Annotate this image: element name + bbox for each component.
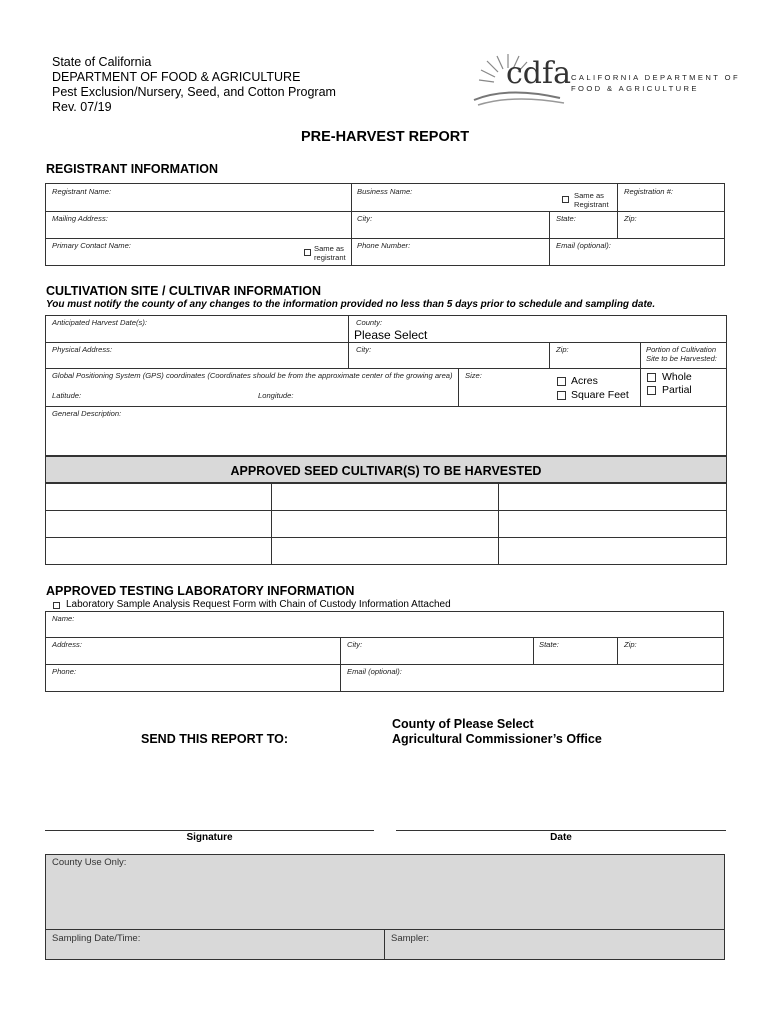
registrant-name-label: Registrant Name: (52, 187, 112, 196)
partial-checkbox[interactable] (647, 386, 656, 395)
gps-label: Global Positioning System (GPS) coordinates (Coordinates should be from the approximate center of the growing area) (52, 371, 453, 380)
send-report-label: SEND THIS REPORT TO: (141, 732, 289, 746)
sampling-datetime-label: Sampling Date/Time: (52, 933, 141, 944)
county-use-box (45, 854, 725, 960)
lab-state-label: State: (539, 640, 559, 649)
lab-city-label: City: (347, 640, 363, 649)
site-city-label: City: (356, 345, 372, 354)
signature-label: Signature (186, 832, 233, 843)
business-name-label: Business Name: (357, 187, 413, 196)
date-line[interactable] (396, 830, 726, 831)
lab-email-label: Email (optional): (347, 667, 402, 676)
logo-org-line1: CALIFORNIA DEPARTMENT OF (571, 73, 740, 82)
acres-checkbox[interactable] (557, 377, 566, 386)
header-department: DEPARTMENT OF FOOD & AGRICULTURE (52, 70, 301, 84)
cultivars-heading: APPROVED SEED CULTIVAR(S) TO BE HARVESTED (230, 464, 542, 478)
county-select[interactable]: Please Select (354, 328, 428, 342)
cultivation-notice: You must notify the county of any changes to the information provided no less than 5 days prior to schedule and sampling date. (46, 299, 656, 310)
header-program: Pest Exclusion/Nursery, Seed, and Cotton Program (52, 85, 336, 99)
lab-address-label: Address: (52, 640, 82, 649)
header-revision: Rev. 07/19 (52, 100, 112, 114)
primary-contact-label: Primary Contact Name: (52, 241, 131, 250)
physical-address-label: Physical Address: (52, 345, 113, 354)
cultivars-band (45, 456, 727, 483)
logo-wordmark: cdfa (506, 56, 571, 91)
portion-label-2: Site to be Harvested: (646, 354, 717, 363)
cdfa-logo (468, 48, 740, 110)
registrant-state-label: State: (556, 214, 576, 223)
registrant-zip-label: Zip: (624, 214, 637, 223)
acres-label: Acres (571, 375, 598, 387)
phone-number-label: Phone Number: (357, 241, 411, 250)
business-same-as-label-2: Registrant (574, 200, 609, 209)
square-feet-label: Square Feet (571, 389, 629, 401)
business-same-as-label-1: Same as (574, 191, 604, 200)
signature-line[interactable] (45, 830, 374, 831)
registrant-city-label: City: (357, 214, 373, 223)
contact-same-as-registrant-checkbox[interactable] (304, 249, 311, 256)
harvest-dates-label: Anticipated Harvest Date(s): (52, 318, 147, 327)
contact-same-as-label-1: Same as (314, 244, 344, 253)
size-label: Size: (465, 371, 482, 380)
longitude-label: Longitude: (258, 391, 294, 400)
partial-label: Partial (662, 384, 692, 396)
sampler-label: Sampler: (391, 933, 430, 944)
lab-heading: APPROVED TESTING LABORATORY INFORMATION (46, 584, 355, 598)
mailing-address-label: Mailing Address: (52, 214, 108, 223)
whole-label: Whole (662, 371, 692, 383)
contact-same-as-label-2: registrant (314, 253, 346, 262)
whole-checkbox[interactable] (647, 373, 656, 382)
lab-name-label: Name: (52, 614, 75, 623)
business-same-as-registrant-checkbox[interactable] (562, 196, 569, 203)
general-description-label: General Description: (52, 409, 122, 418)
lab-form-attached-label: Laboratory Sample Analysis Request Form with Chain of Custody Information Attached (66, 599, 451, 610)
lab-table (45, 611, 724, 692)
registrant-email-label: Email (optional): (556, 241, 611, 250)
cultivars-table (45, 483, 727, 565)
send-office: Agricultural Commissioner’s Office (392, 732, 602, 746)
lab-zip-label: Zip: (624, 640, 637, 649)
county-label: County: (356, 318, 383, 327)
send-county: County of Please Select (392, 717, 534, 731)
county-use-label: County Use Only: (52, 857, 127, 868)
lab-phone-label: Phone: (52, 667, 77, 676)
portion-label-1: Portion of Cultivation (646, 345, 717, 354)
date-label: Date (550, 832, 572, 843)
page-title: PRE-HARVEST REPORT (300, 129, 470, 145)
lab-form-attached-checkbox[interactable] (53, 602, 60, 609)
latitude-label: Latitude: (52, 391, 82, 400)
site-zip-label: Zip: (556, 345, 569, 354)
square-feet-checkbox[interactable] (557, 391, 566, 400)
logo-org-line2: FOOD & AGRICULTURE (571, 84, 699, 93)
cultivation-heading: CULTIVATION SITE / CULTIVAR INFORMATION (46, 284, 321, 298)
registration-number-label: Registration #: (624, 187, 673, 196)
header-state: State of California (52, 55, 152, 69)
registrant-heading: REGISTRANT INFORMATION (46, 162, 218, 176)
